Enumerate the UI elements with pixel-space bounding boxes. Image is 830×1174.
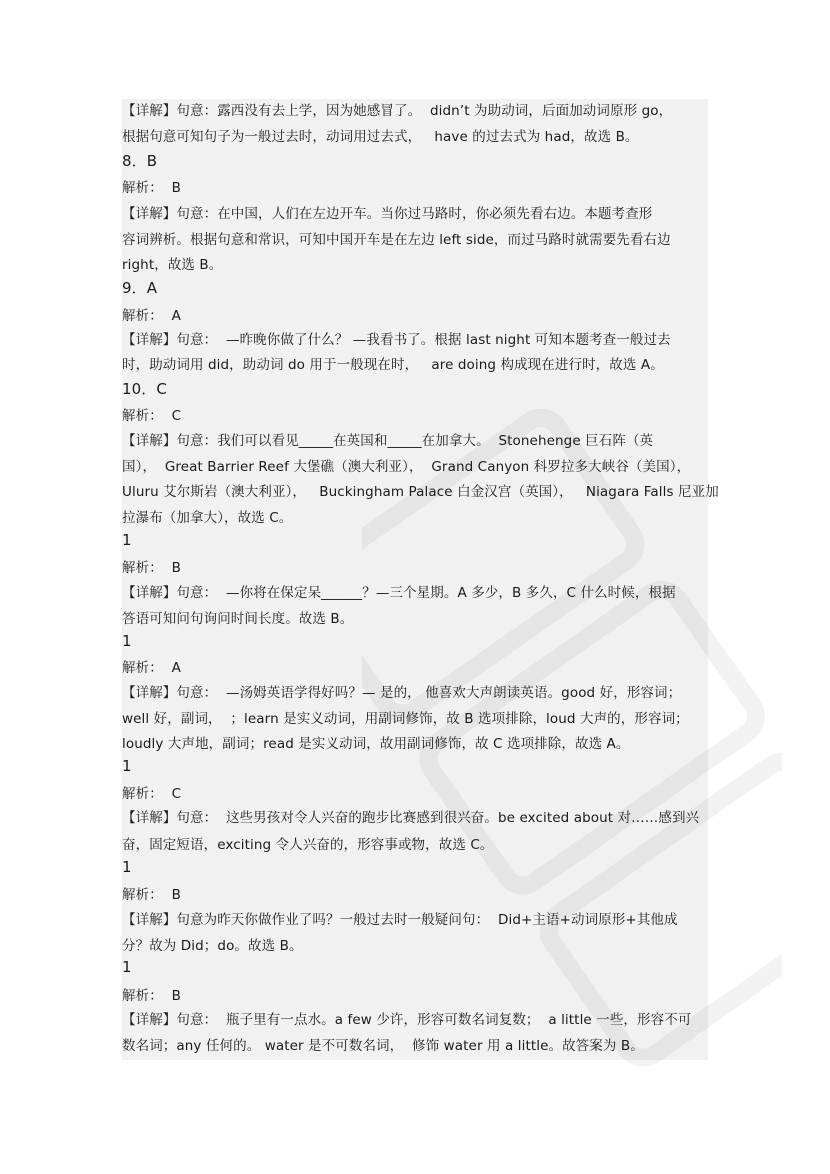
explanation-line: right，故选 B。 <box>122 257 223 273</box>
explanation-line: 分？故为 Did；do。故选 B。 <box>122 938 303 954</box>
explanation-line: 【详解】句意： 这些男孩对令人兴奋的跑步比赛感到很兴奋。be excited about 对……感到兴 <box>122 810 700 826</box>
explanation-line: 答语可知问句询问时间长度。故选 B。 <box>122 611 354 627</box>
question-number: 1 <box>122 632 132 650</box>
analysis-line: 解析： A <box>122 308 181 324</box>
question-number: 1 <box>122 858 132 876</box>
explanation-line: 【详解】句意：我们可以看见_____在英国和_____在加拿大。 Stonehenge 巨石阵（英 <box>122 433 654 449</box>
question-number: 1 <box>122 757 132 775</box>
explanation-line: 【详解】句意为昨天你做作业了吗？一般过去时一般疑问句： Did+主语+动词原形+其他成 <box>122 912 678 928</box>
explanation-line: 根据句意可知句子为一般过去时，动词用过去式， have 的过去式为 had，故选 B。 <box>122 129 639 145</box>
document-page <box>122 99 719 1060</box>
explanation-line: Uluru 艾尔斯岩（澳大利亚）， Buckingham Palace 白金汉宫（英国）， Niagara Falls 尼亚加 <box>122 484 719 500</box>
question-number: 10．C <box>122 380 167 398</box>
explanation-line: 奋，固定短语，exciting 令人兴奋的，形容事或物，故选 C。 <box>122 837 494 853</box>
explanation-line: 【详解】句意： —汤姆英语学得好吗？— 是的， 他喜欢大声朗读英语。good 好，形容词； <box>122 685 682 701</box>
explanation-line: 数名词；any 任何的。 water 是不可数名词， 修饰 water 用 a little。故答案为 B。 <box>122 1038 644 1054</box>
explanation-line: 国）， Great Barrier Reef 大堡礁（澳大利亚）， Grand Canyon 科罗拉多大峡谷（美国）， <box>122 459 691 475</box>
explanation-line: 【详解】句意： —昨晚你做了什么？ —我看书了。根据 last night 可知本题考查一般过去 <box>122 332 671 348</box>
explanation-line: loudly 大声地，副词；read 是实义动词，故用副词修饰，故 C 选项排除，故选 A。 <box>122 736 630 752</box>
explanation-line: 容词辨析。根据句意和常识，可知中国开车是在左边 left side，而过马路时就需要先看右边 <box>122 232 671 248</box>
explanation-line: well 好，副词， ；learn 是实义动词，用副词修饰，故 B 选项排除，loud 大声的，形容词； <box>122 711 689 727</box>
analysis-line: 解析： C <box>122 408 182 424</box>
question-number: 8．B <box>122 152 158 170</box>
explanation-line: 【详解】句意：露西没有去上学，因为她感冒了。 didn’t 为助动词，后面加动词原形 go， <box>122 103 673 119</box>
explanation-line: 【详解】句意： 瓶子里有一点水。a few 少许，形容可数名词复数； a little 一些，形容不可 <box>122 1012 692 1028</box>
question-number: 1 <box>122 531 132 549</box>
explanation-line: 【详解】句意：在中国，人们在左边开车。当你过马路时，你必须先看右边。本题考查形 <box>122 206 653 222</box>
question-number: 9．A <box>122 279 158 297</box>
question-number: 1 <box>122 958 132 976</box>
explanation-line: 【详解】句意： —你将在保定呆______？—三个星期。A 多少，B 多久，C 什么时候，根据 <box>122 585 676 601</box>
analysis-line: 解析： B <box>122 180 181 196</box>
explanation-line: 拉瀑布（加拿大），故选 C。 <box>122 510 293 526</box>
analysis-line: 解析： B <box>122 988 181 1004</box>
analysis-line: 解析： A <box>122 660 181 676</box>
analysis-line: 解析： B <box>122 560 181 576</box>
explanation-line: 时，助动词用 did，助动词 do 用于一般现在时， are doing 构成现在进行时，故选 A。 <box>122 357 664 373</box>
analysis-line: 解析： C <box>122 786 182 802</box>
analysis-line: 解析： B <box>122 887 181 903</box>
